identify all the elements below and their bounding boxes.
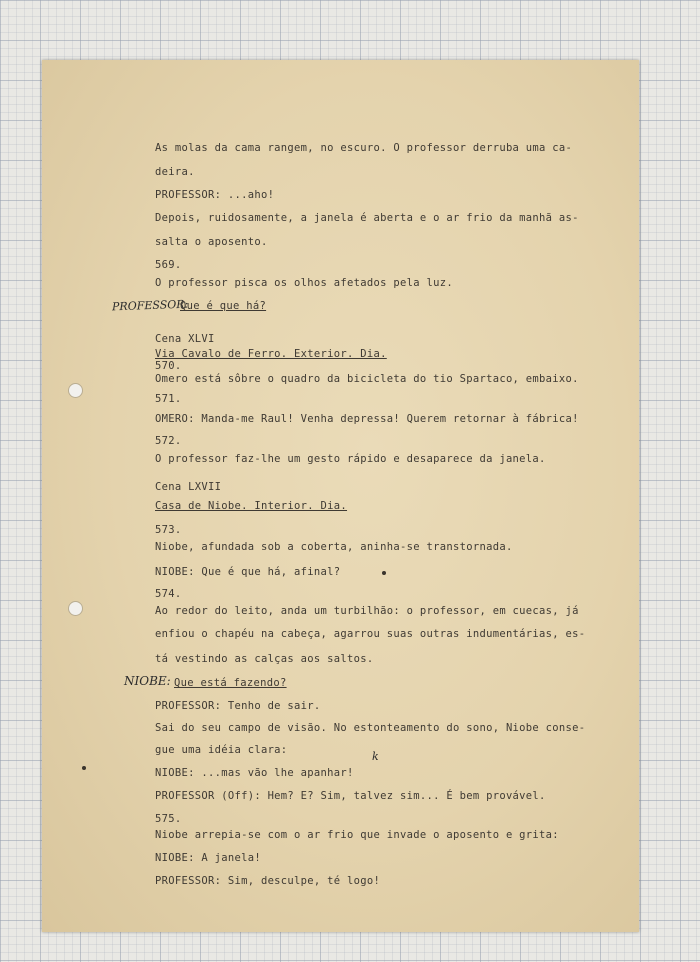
location-heading: Via Cavalo de Ferro. Exterior. Dia. [155,348,387,360]
ink-speck [382,571,386,575]
handwritten-speaker: PROFESSOR: [111,297,189,314]
scene-heading: Cena LXVII [155,481,222,493]
text-line: PROFESSOR (Off): Hem? E? Sim, talvez sim... É bem provável. [155,790,546,802]
scene-heading: Cena XLVI [155,333,215,345]
text-line: salta o aposento. [155,236,268,248]
text-line: enfiou o chapéu na cabeça, agarrou suas outras indumentárias, es- [155,628,586,640]
shot-number: 575. [155,813,182,825]
text-line: O professor faz-lhe um gesto rápido e desaparece da janela. [155,453,546,465]
text-line: Que está fazendo? [174,677,287,689]
shot-number: 574. [155,588,182,600]
text-line: Ao redor do leito, anda um turbilhão: o professor, em cuecas, já [155,605,579,617]
text-line: NIOBE: A janela! [155,852,261,864]
text-line: PROFESSOR: ...aho! [155,189,275,201]
text-line: Niobe arrepia-se com o ar frio que invade o aposento e grita: [155,829,559,841]
text-line: Omero está sôbre o quadro da bicicleta do tio Spartaco, embaixo. [155,373,579,385]
text-line: Que é que há? [180,300,267,312]
typewritten-page [42,60,639,932]
text-line: Sai do seu campo de visão. No estonteamento do sono, Niobe conse- [155,722,586,734]
shot-number: 569. [155,259,182,271]
text-line: NIOBE: ...mas vão lhe apanhar! [155,767,354,779]
text-line: deira. [155,166,195,178]
text-line: NIOBE: Que é que há, afinal? [155,566,341,578]
shot-number: 573. [155,524,182,536]
text-line: PROFESSOR: Tenho de sair. [155,700,321,712]
text-line: PROFESSOR: Sim, desculpe, té logo! [155,875,381,887]
punch-hole [68,601,83,616]
location-heading: Casa de Niobe. Interior. Dia. [155,500,348,512]
text-line: O professor pisca os olhos afetados pela luz. [155,277,453,289]
text-line: OMERO: Manda-me Raul! Venha depressa! Querem retornar à fábrica! [155,413,579,425]
shot-number: 571. [155,393,182,405]
handwritten-mark: k [372,750,379,763]
text-line: gue uma idéia clara: [155,744,288,756]
text-line: Depois, ruidosamente, a janela é aberta e o ar frio da manhã as- [155,212,579,224]
punch-hole [68,383,83,398]
shot-number: 570. [155,360,182,372]
text-line: As molas da cama rangem, no escuro. O professor derruba uma ca- [155,142,573,154]
shot-number: 572. [155,435,182,447]
text-line: tá vestindo as calças aos saltos. [155,653,374,665]
text-line: Niobe, afundada sob a coberta, aninha-se transtornada. [155,541,513,553]
handwritten-speaker: NIOBE: [124,674,171,688]
ink-speck [82,766,86,770]
